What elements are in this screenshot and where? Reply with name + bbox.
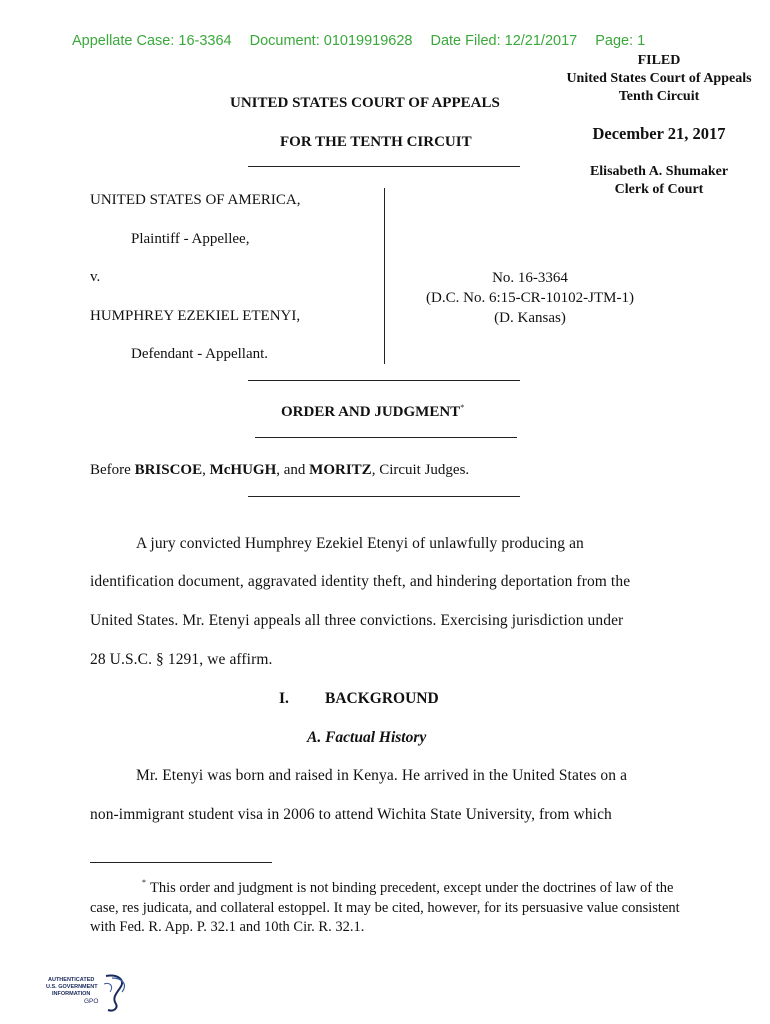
clerk-name: Elisabeth A. Shumaker xyxy=(589,164,729,179)
judge-briscoe: BRISCOE xyxy=(134,462,203,478)
filed-label: FILED xyxy=(637,53,681,68)
body-line: non-immigrant student visa in 2006 to attend Wichita State University, from which xyxy=(90,806,612,823)
body-line: 28 U.S.C. § 1291, we affirm. xyxy=(90,651,273,668)
logo-line: AUTHENTICATED xyxy=(48,977,95,983)
order-title-text: ORDER AND JUDGMENT xyxy=(281,404,461,420)
body-line: United States. Mr. Etenyi appeals all three convictions. Exercising jurisdiction under xyxy=(90,612,624,629)
gpo-eagle-icon xyxy=(46,972,136,1016)
stamp-page: Page: 1 xyxy=(595,33,646,49)
section-heading: BACKGROUND xyxy=(325,690,439,707)
clerk-block xyxy=(548,163,770,199)
filed-court: United States Court of Appeals xyxy=(566,71,752,86)
logo-line: U.S. GOVERNMENT xyxy=(46,984,98,990)
body-line: Mr. Etenyi was born and raised in Kenya. He arrived in the United States on a xyxy=(136,767,628,784)
stamp-date-filed: Date Filed: 12/21/2017 xyxy=(430,33,578,49)
logo-line: INFORMATION xyxy=(52,991,91,997)
stamp-case: Appellate Case: 16-3364 xyxy=(72,33,232,49)
footnote-mark: * xyxy=(142,878,146,887)
filed-circuit: Tenth Circuit xyxy=(618,89,700,104)
caption-vertical-divider xyxy=(384,188,385,364)
caption-plaintiff-role: Plaintiff - Appellee, xyxy=(131,231,250,247)
caption-plaintiff: UNITED STATES OF AMERICA, xyxy=(90,192,301,208)
divider xyxy=(248,380,520,381)
judge-mchugh: McHUGH xyxy=(209,462,277,478)
filed-block xyxy=(548,52,770,106)
gpo-authenticated-logo xyxy=(46,972,136,1021)
panel-sep: , and xyxy=(276,462,310,478)
docket-block xyxy=(400,268,660,328)
filed-date: December 21, 2017 xyxy=(592,124,726,143)
footnote-text: This order and judgment is not binding precedent, except under the doctrines of law of the case, res judicata, and collateral estoppel. It may be cited, however, for its persuasive value consistent with Fed. R. App. P. 32.1 and 10th Cir. R. 32.1. xyxy=(90,880,680,935)
divider xyxy=(248,166,520,167)
stamp-document: Document: 01019919628 xyxy=(249,33,413,49)
section-number: I. xyxy=(279,690,289,707)
body-line: identification document, aggravated identity theft, and hindering deportation from the xyxy=(90,573,631,590)
panel-suffix: , Circuit Judges. xyxy=(371,462,470,478)
footnote-separator xyxy=(90,862,272,863)
body-line: A jury convicted Humphrey Ezekiel Etenyi of unlawfully producing an xyxy=(136,535,584,552)
caption-defendant: HUMPHREY EZEKIEL ETENYI, xyxy=(90,308,301,324)
logo-line: GPO xyxy=(84,998,99,1005)
divider xyxy=(255,437,517,438)
district-court-number: (D.C. No. 6:15-CR-10102-JTM-1) xyxy=(426,290,634,306)
clerk-title: Clerk of Court xyxy=(614,182,704,197)
order-title xyxy=(281,403,464,421)
order-footnote-mark: * xyxy=(460,403,465,412)
caption-defendant-role: Defendant - Appellant. xyxy=(131,346,269,362)
divider xyxy=(248,496,520,497)
case-header-stamp xyxy=(72,33,663,49)
panel-sep: , xyxy=(202,462,210,478)
district: (D. Kansas) xyxy=(494,310,566,326)
caption-versus: v. xyxy=(90,269,101,285)
court-title: UNITED STATES COURT OF APPEALS xyxy=(230,95,500,111)
footnote xyxy=(90,873,680,938)
docket-number: No. 16-3364 xyxy=(492,270,568,286)
subsection-heading: A. Factual History xyxy=(307,729,427,746)
judge-moritz: MORITZ xyxy=(309,462,372,478)
court-subtitle: FOR THE TENTH CIRCUIT xyxy=(280,134,472,150)
panel-prefix: Before xyxy=(90,462,135,478)
panel-line xyxy=(90,462,469,479)
